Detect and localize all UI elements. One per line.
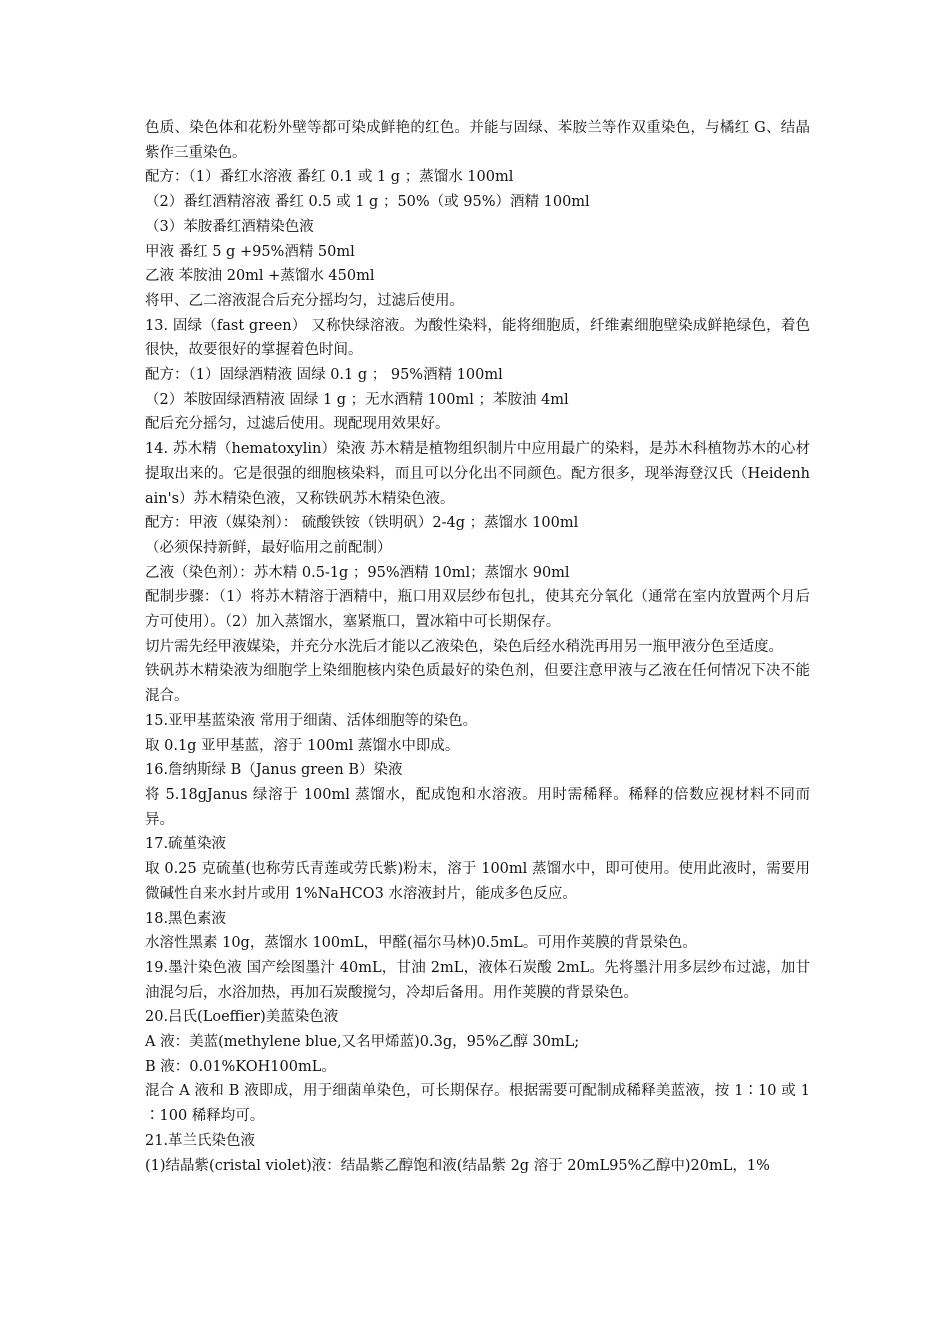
paragraph: 21.革兰氏染色液 <box>145 1132 256 1149</box>
paragraph: 混合 A 液和 B 液即成，用于细菌单染色，可长期保存。根据需要可配制成稀释美蓝液，按 1∶10 或 1∶100 稀释均可。 <box>145 1083 810 1125</box>
paragraph: 配方：（1）固绿酒精液 固绿 0.1 g ； 95%酒精 100ml <box>145 367 503 384</box>
paragraph: 19.墨汁染色液 国产绘图墨汁 40mL，甘油 2mL，液体石炭酸 2mL。先将墨汁用多层纱布过滤，加甘油混匀后，水浴加热，再加石炭酸搅匀，冷却后备用。用作荚膜的背景染色。 <box>145 959 810 1001</box>
paragraph: 切片需先经甲液媒染，并充分水洗后才能以乙液染色，染色后经水稍洗再用另一瓶甲液分色至适度。 <box>145 638 783 655</box>
paragraph: 13. 固绿（fast green） 又称快绿溶液。为酸性染料，能将细胞质，纤维素细胞壁染成鲜艳绿色，着色很快，故要很好的掌握着色时间。 <box>145 317 810 359</box>
paragraph: 17.硫堇染液 <box>145 836 227 853</box>
paragraph: 将 5.18gJanus 绿溶于 100ml 蒸馏水，配成饱和水溶液。用时需稀释。稀释的倍数应视材料不同而异。 <box>145 786 810 828</box>
paragraph: 乙液 苯胺油 20ml +蒸馏水 450ml <box>145 268 375 285</box>
paragraph: 配制步骤：（1）将苏木精溶于酒精中，瓶口用双层纱布包扎，使其充分氧化（通常在室内放置两个月后方可使用）。（2）加入蒸馏水，塞紧瓶口，置冰箱中可长期保存。 <box>145 589 810 631</box>
paragraph: 色质、染色体和花粉外壁等都可染成鲜艳的红色。并能与固绿、苯胺兰等作双重染色，与橘红 G、结晶紫作三重染色。 <box>145 120 810 161</box>
paragraph: B 液：0.01%KOH100mL。 <box>145 1058 336 1075</box>
paragraph: 将甲、乙二溶液混合后充分摇均匀，过滤后使用。 <box>145 292 464 309</box>
paragraph: 20.吕氏(Loeffier)美蓝染色液 <box>145 1009 339 1026</box>
paragraph: （2）番红酒精溶液 番红 0.5 或 1 g ；50%（或 95%）酒精 100ml <box>145 194 590 211</box>
paragraph: 取 0.1g 亚甲基蓝，溶于 100ml 蒸馏水中即成。 <box>145 737 460 754</box>
paragraph: 配方：（1）番红水溶液 番红 0.1 或 1 g ；蒸馏水 100ml <box>145 169 514 186</box>
paragraph: 甲液 番红 5 g +95%酒精 50ml <box>145 243 355 260</box>
paragraph: 铁矾苏木精染液为细胞学上染细胞核内染色质最好的染色剂，但要注意甲液与乙液在任何情况下决不能混合。 <box>145 663 810 705</box>
paragraph: A 液：美蓝(methylene blue,又名甲烯蓝)0.3g，95%乙醇 30mL; <box>145 1034 580 1051</box>
paragraph: 配后充分摇匀，过滤后使用。现配现用效果好。 <box>145 416 450 433</box>
paragraph: (1)结晶紫(cristal violet)液：结晶紫乙醇饱和液(结晶紫 2g 溶于 20mL95%乙醇中)20mL，1% <box>145 1157 770 1174</box>
paragraph: （必须保持新鲜，最好临用之前配制） <box>145 539 392 556</box>
paragraph: 取 0.25 克硫堇(也称劳氏青莲或劳氏紫)粉末，溶于 100ml 蒸馏水中，即可使用。使用此液时，需要用微碱性自来水封片或用 1%NaHCO3 水溶液封片，能成多色反应。 <box>145 861 810 902</box>
paragraph: 14. 苏木精（hematoxylin）染液 苏木精是植物组织制片中应用最广的染料，是苏木科植物苏木的心材提取出来的。它是很强的细胞核染料，而且可以分化出不同颜色。配方很多，现举海登汉氏（Heidenhain's）苏木精染色液，又称铁矾苏木精染色液。 <box>145 441 810 507</box>
paragraph: 水溶性黑素 10g，蒸馏水 100mL，甲醛(福尔马林)0.5mL。可用作荚膜的背景染色。 <box>145 935 697 952</box>
paragraph: 15.亚甲基蓝染液 常用于细菌、活体细胞等的染色。 <box>145 712 478 729</box>
document-body <box>145 116 810 1178</box>
paragraph: 配方：甲液（媒染剂）： 硫酸铁铵（铁明矾）2-4g ；蒸馏水 100ml <box>145 515 579 532</box>
paragraph: （2）苯胺固绿酒精液 固绿 1 g ；无水酒精 100ml ；苯胺油 4ml <box>145 391 569 408</box>
paragraph: 16.詹纳斯绿 B（Janus green B）染液 <box>145 762 403 779</box>
paragraph: 18.黑色素液 <box>145 910 227 927</box>
paragraph: （3）苯胺番红酒精染色液 <box>145 218 314 235</box>
paragraph: 乙液（染色剂）：苏木精 0.5-1g ；95%酒精 10ml；蒸馏水 90ml <box>145 564 570 581</box>
